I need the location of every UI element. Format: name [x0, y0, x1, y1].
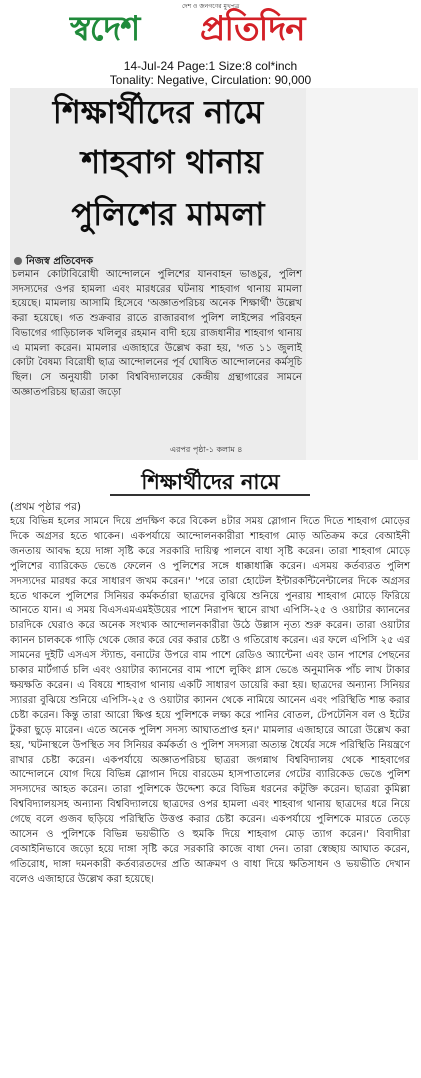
clipping-background-panel [306, 88, 418, 460]
newspaper-logo-part2: প্রতিদিন [200, 9, 305, 49]
continuation-label: (প্রথম পৃষ্ঠার পর) [10, 501, 82, 513]
masthead-tagline: দেশ ও জনগণের মুখপত্র [182, 3, 240, 10]
continuation-headline: শিক্ষার্থীদের নামে [141, 470, 280, 494]
headline-line1: শিক্ষার্থীদের নামে [52, 93, 264, 131]
bullet-icon [14, 257, 22, 265]
headline-line2: শাহবাগ থানায় [81, 143, 263, 181]
byline-text: নিজস্ব প্রতিবেদক [26, 256, 94, 267]
continuation-body: হয়ে বিভিন্ন হলের সামনে দিয়ে প্রদক্ষিণ করে বিকেল ৪টার সময় স্লোগান দিতে দিতে শাহবাগ মোড়ের দিকে অগ্রসর হতে থাকেন। একপর্যায়ে আন্দোলনকারীরা শাহবাগ মোড় অতিক্রম করে বেআইনী জনতায় আবদ্ধ হয়ে দাঙ্গা সৃষ্টি করে সরকারি দায়িত্ব পালনে বাধা সৃষ্টি করেন। তারা শাহবাগ মোড়ে পুলিশের ব্যারিকেড ভেঙে ফেলেন ও পুলিশের সঙ্গে ধাক্কাধাক্কি করেন। এসময় কর্তব্যরত পুলিশ সদস্যদের মারধর করে সাধারণ জখম করেন।' 'পরে তারা হোটেল ইন্টারকন্টিনেন্টালের দিকে অগ্রসর হতে থাকলে পুলিশের সিনিয়র কর্মকর্তারা ছাত্রদের বুঝিয়ে শুনিয়ে পুনরায় শাহবাগ মোড়ে ফিরিয়ে আনতে যান। এ সময় বিএসএমএমইউয়ের পাশে নিরাপদ স্থানে রাখা এপিসি-২৫ ও ওয়াটার ক্যাননের চারদিকে ঘেরাও করে অনেক সংখ্যক আন্দোলনকারীরা উঠে উল্লাস নৃত্য শুরু করেন। তারা ওয়াটার ক্যানন চালককে গাড়ি থেকে জোর করে বের করার চেষ্টা ও গতিরোধ করেন। এর ফলে এপিসি ২৫ এর সামনের দুইটি এসএস স্ট্যান্ড, বনাটের উপরে বাম পাশে রেডিও অ্যান্টেনা এবং ডান পাশের পেছনের চাকার মার্টগার্ড চলি এবং ওয়াটার ক্যাননের বাম পাশে লুকিং গ্লাস ভেঙে অনুমানিক পাঁচ লাখ টাকার ক্ষয়ক্ষতি করেন। এ বিষয়ে শাহবাগ থানায় একটি সাধারণ ডায়েরি করা হয়। ছাত্রদের অন্যান্য সিনিয়র স্যাররা বুঝিয়ে শুনিয়ে এপিসি-২৫ ও ওয়াটার ক্যানন থেকে নামিয়ে আনেন এবং পরিস্থিতি শান্ত করার চেষ্টা করেন। কিন্তু তারা আরো ক্ষিপ্ত হয়ে পুলিশকে লক্ষ্য করে পানির বোতল, টেপটেনিস বল ও ইটের টুকরা ছুড়ে মারেন। এতে অনেক পুলিশ সদস্য আঘাতপ্রাপ্ত হন।' মামলার এজাহারে আরো উল্লেখ করা হয়, 'ঘটনাস্থলে উপস্থিত সব সিনিয়র কর্মকর্তা ও পুলিশ সদস্যরা অত্যন্ত ধৈর্যের সঙ্গে পরিস্থিতি নিয়ন্ত্রণে রাখার চেষ্টা করেন। একপর্যায়ে অজ্ঞাতপরিচয় ছাত্ররা জগন্নাথ বিশ্ববিদ্যালয় থেকে শাহবাগের আন্দোলনে যোগ দিয়ে বিভিন্ন স্লোগান দিয়ে বারডেম হাসপাতালের গেটের ব্যারিকেড ভেঙে পুলিশ সদস্যদের আহত করেন। তারা পুলিশকে উদ্দেশ্য করে বিভিন্ন ধরনের কটূক্তি করেন। ছাত্ররা কুমিল্লা বিশ্ববিদ্যালয়সহ অন্যান্য বিশ্ববিদ্যালয়ে ছাত্রদের ওপর হামলা এবং শাহবাগ থানায় ছাত্রদের ধরে নিয়ে গেছে বলে গুজব ছড়িয়ে পরিস্থিতি উত্তপ্ত করার চেষ্টা করেন। একপর্যায়ে পুলিশকে মারতে তেড়ে আসেন ও পুলিশকে বিভিন্ন ভয়ভীতি ও হুমকি দিয়ে শাহবাগ মোড় ত্যাগ করেন।' বিবাদীরা বেআইনিভাবে জড়ো হয়ে দাঙ্গা সৃষ্টি করে সরকারি কাজে বাধা দেন। তারা স্বেচ্ছায় আঘাত করেন, গতিরোধ, দাঙ্গা দমনকারী কর্তব্যরতদের প্রতি আক্রমণ ও বাধা দিয়ে ক্ষতিসাধন ও ভয়ভীতি দেখান বলেও এজাহারে উল্লেখ করা হয়েছে। [10, 516, 410, 885]
headline-divider [110, 494, 310, 496]
newspaper-masthead [0, 0, 421, 56]
headline-line3: পুলিশের মামলা [71, 195, 265, 233]
newspaper-logo-part1: স্বদেশ [70, 9, 140, 49]
continued-on-note: এরপর পৃষ্ঠা-১ কলাম ৪ [170, 445, 243, 454]
article-clipping-front [10, 88, 306, 460]
lead-paragraph: চলমান কোটাবিরোধী আন্দোলনে পুলিশের যানবাহন ভাঙচুর, পুলিশ সদস্যদের ওপর হামলা এবং মারধরের ঘটনায় শাহবাগ থানায় মামলা হয়েছে। মামলায় আসামি হিসেবে 'অজ্ঞাতপরিচয় অনেক শিক্ষার্থী' উল্লেখ করা হয়েছে। গত শুক্রবার রাতে রাজারবাগ পুলিশ লাইন্সের পরিবহন বিভাগের গাড়িচালক খলিলুর রহমান বাদী হয়ে রাজধানীর শাহবাগ থানায় এ মামলা করেন। মামলার এজাহারে উল্লেখ করা হয়, 'গত ১১ জুলাই কোটা বৈষম্য বিরোধী ছাত্র আন্দোলনের পূর্ব ঘোষিত আন্দোলনের কর্মসূচি ছিল। সে অনুযায়ী ঢাকা বিশ্ববিদ্যালয়ের কেন্দ্রীয় গ্রন্থাগারের সামনে অজ্ঞাতপরিচয় ছাত্ররা জড়ো [12, 269, 302, 398]
clipping-meta-line1: 14-Jul-24 Page:1 Size:8 col*inch [123, 59, 298, 73]
clipping-meta-line2: Tonality: Negative, Circulation: 90,000 [109, 73, 312, 87]
